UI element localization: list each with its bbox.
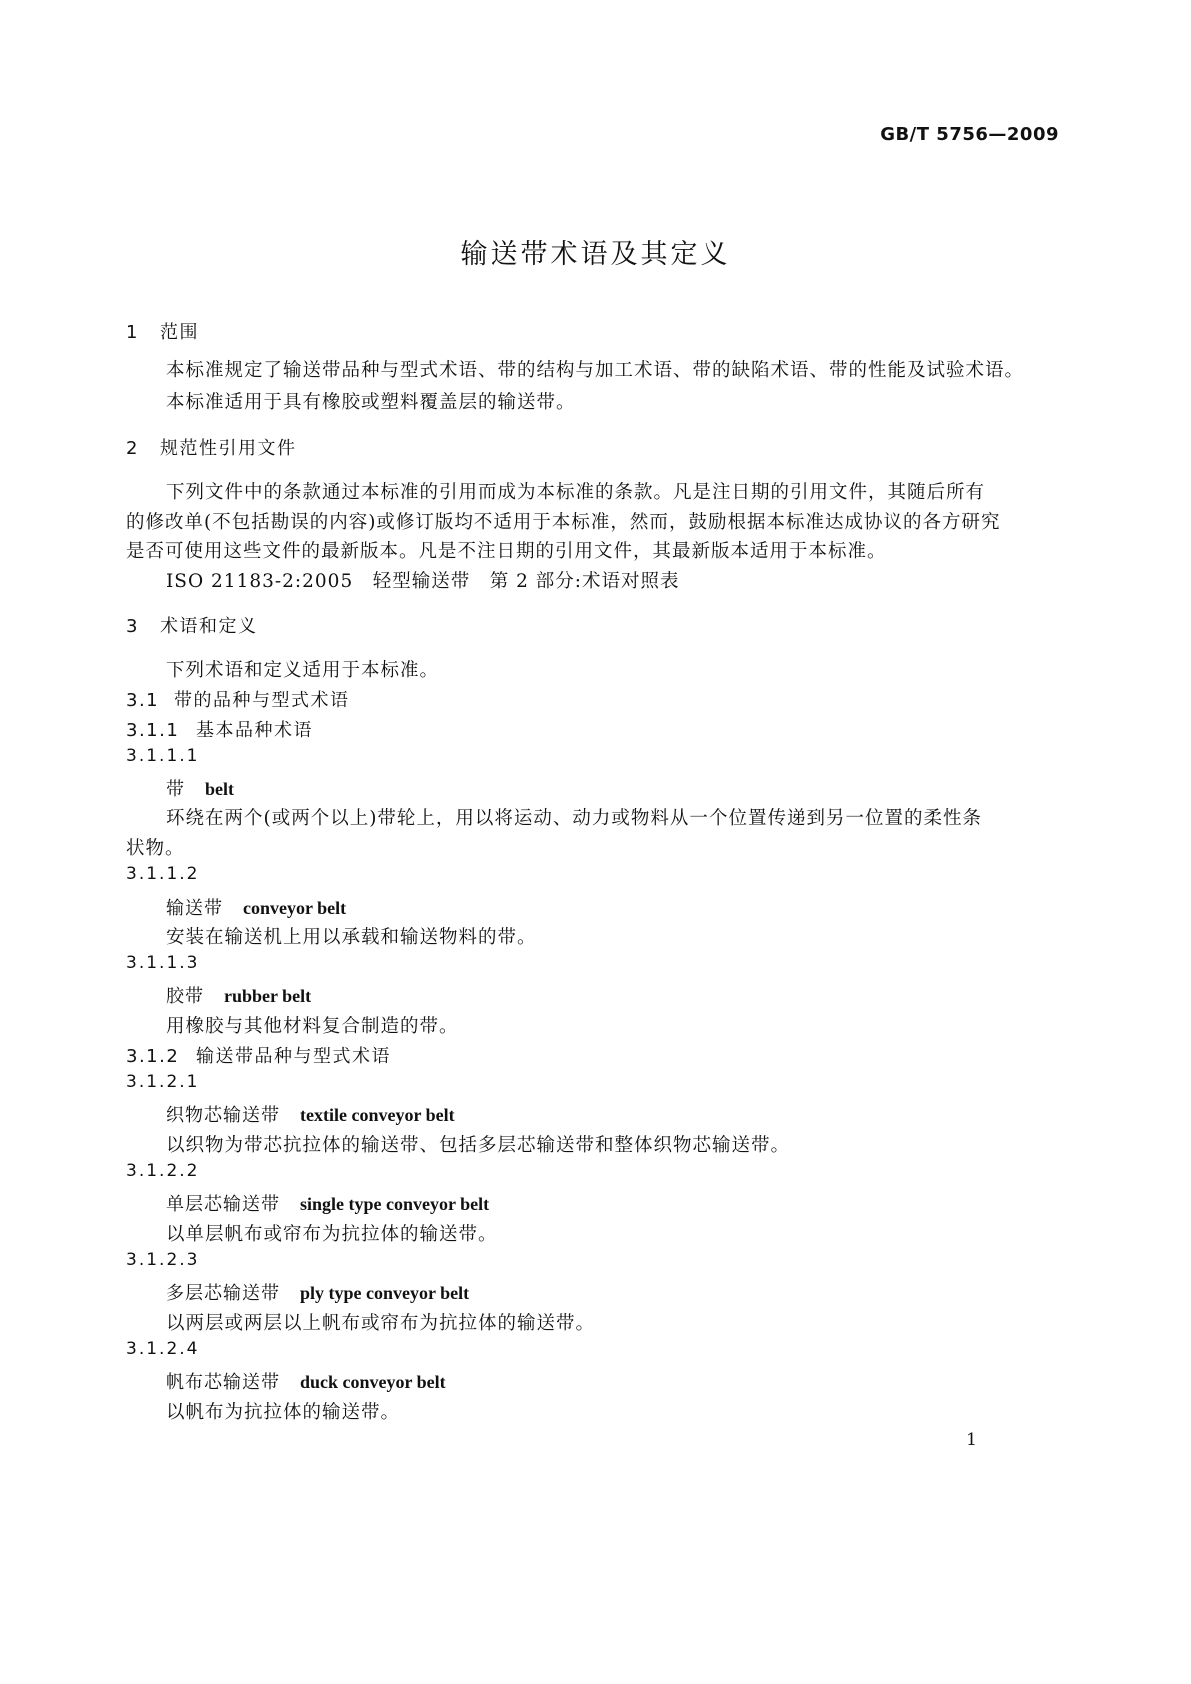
term-zh: 胶带 [166, 986, 204, 1007]
term-heading [166, 1101, 455, 1127]
term-definition: 以帆布为抗拉体的输送带。 [166, 1402, 401, 1423]
term-number: 3.1.2.2 [126, 1161, 200, 1181]
term-zh: 织物芯输送带 [166, 1105, 280, 1126]
section-2-para-line-2: 的修改单(不包括勘误的内容)或修订版均不适用于本标准，然而，鼓励根据本标准达成协议的各方研究 [126, 512, 1001, 533]
term-number: 3.1.1.3 [126, 953, 200, 973]
document-title: 输送带术语及其定义 [460, 239, 731, 270]
section-title: 带的品种与型式术语 [174, 690, 350, 711]
section-number: 3.1.1 [126, 720, 180, 741]
standard-code: GB/T 5756—2009 [880, 124, 1059, 145]
section-number: 3.1 [126, 690, 160, 711]
term-definition: 用橡胶与其他材料复合制造的带。 [166, 1016, 459, 1037]
section-title: 输送带品种与型式术语 [196, 1046, 391, 1067]
term-zh: 输送带 [166, 898, 223, 919]
term-zh: 带 [166, 779, 185, 800]
term-heading [166, 1190, 489, 1216]
term-definition: 以两层或两层以上帆布或帘布为抗拉体的输送带。 [166, 1313, 596, 1334]
section-1-para-2: 本标准适用于具有橡胶或塑料覆盖层的输送带。 [166, 392, 576, 413]
term-number: 3.1.1.1 [126, 746, 200, 766]
section-1-heading [126, 318, 199, 344]
term-number: 3.1.2.1 [126, 1072, 200, 1092]
section-3-intro: 下列术语和定义适用于本标准。 [166, 660, 440, 681]
section-number: 2 [126, 438, 139, 459]
section-3-1-heading [126, 686, 350, 712]
term-en: conveyor belt [243, 898, 347, 918]
term-en: textile conveyor belt [300, 1105, 455, 1125]
term-heading [166, 775, 234, 801]
term-definition-line-2: 状物。 [126, 838, 185, 859]
term-heading [166, 1279, 469, 1305]
term-heading [166, 894, 346, 920]
section-number: 1 [126, 322, 139, 343]
term-zh: 帆布芯输送带 [166, 1372, 280, 1393]
term-definition: 以织物为带芯抗拉体的输送带、包括多层芯输送带和整体织物芯输送带。 [166, 1135, 791, 1156]
term-en: ply type conveyor belt [300, 1283, 470, 1303]
term-number: 3.1.2.4 [126, 1339, 200, 1359]
section-number: 3.1.2 [126, 1046, 180, 1067]
section-2-para-line-1: 下列文件中的条款通过本标准的引用而成为本标准的条款。凡是注日期的引用文件，其随后所有 [166, 482, 986, 503]
section-title: 规范性引用文件 [160, 438, 297, 459]
term-en: single type conveyor belt [300, 1194, 490, 1214]
section-1-para-1: 本标准规定了输送带品种与型式术语、带的结构与加工术语、带的缺陷术语、带的性能及试验术语。 [166, 360, 1025, 381]
section-number: 3 [126, 616, 139, 637]
term-heading [166, 982, 311, 1008]
section-3-1-2-heading [126, 1042, 391, 1068]
page-number: 1 [966, 1430, 977, 1450]
term-en: belt [205, 779, 234, 799]
term-heading [166, 1368, 446, 1394]
term-zh: 单层芯输送带 [166, 1194, 280, 1215]
term-number: 3.1.1.2 [126, 864, 200, 884]
section-3-heading [126, 612, 258, 638]
section-2-para-line-3: 是否可使用这些文件的最新版本。凡是不注日期的引用文件，其最新版本适用于本标准。 [126, 541, 887, 562]
term-zh: 多层芯输送带 [166, 1283, 280, 1304]
section-title: 基本品种术语 [196, 720, 313, 741]
term-en: rubber belt [224, 986, 312, 1006]
term-en: duck conveyor belt [300, 1372, 446, 1392]
term-definition: 安装在输送机上用以承载和输送物料的带。 [166, 927, 537, 948]
section-3-1-1-heading [126, 716, 313, 742]
section-2-heading [126, 434, 297, 460]
section-title: 范围 [160, 322, 199, 343]
term-definition: 以单层帆布或帘布为抗拉体的输送带。 [166, 1224, 498, 1245]
term-number: 3.1.2.3 [126, 1250, 200, 1270]
normative-reference: ISO 21183-2:2005 轻型输送带 第 2 部分:术语对照表 [166, 571, 680, 592]
term-definition-line-1: 环绕在两个(或两个以上)带轮上，用以将运动、动力或物料从一个位置传递到另一位置的柔性条 [166, 808, 982, 829]
section-title: 术语和定义 [160, 616, 258, 637]
